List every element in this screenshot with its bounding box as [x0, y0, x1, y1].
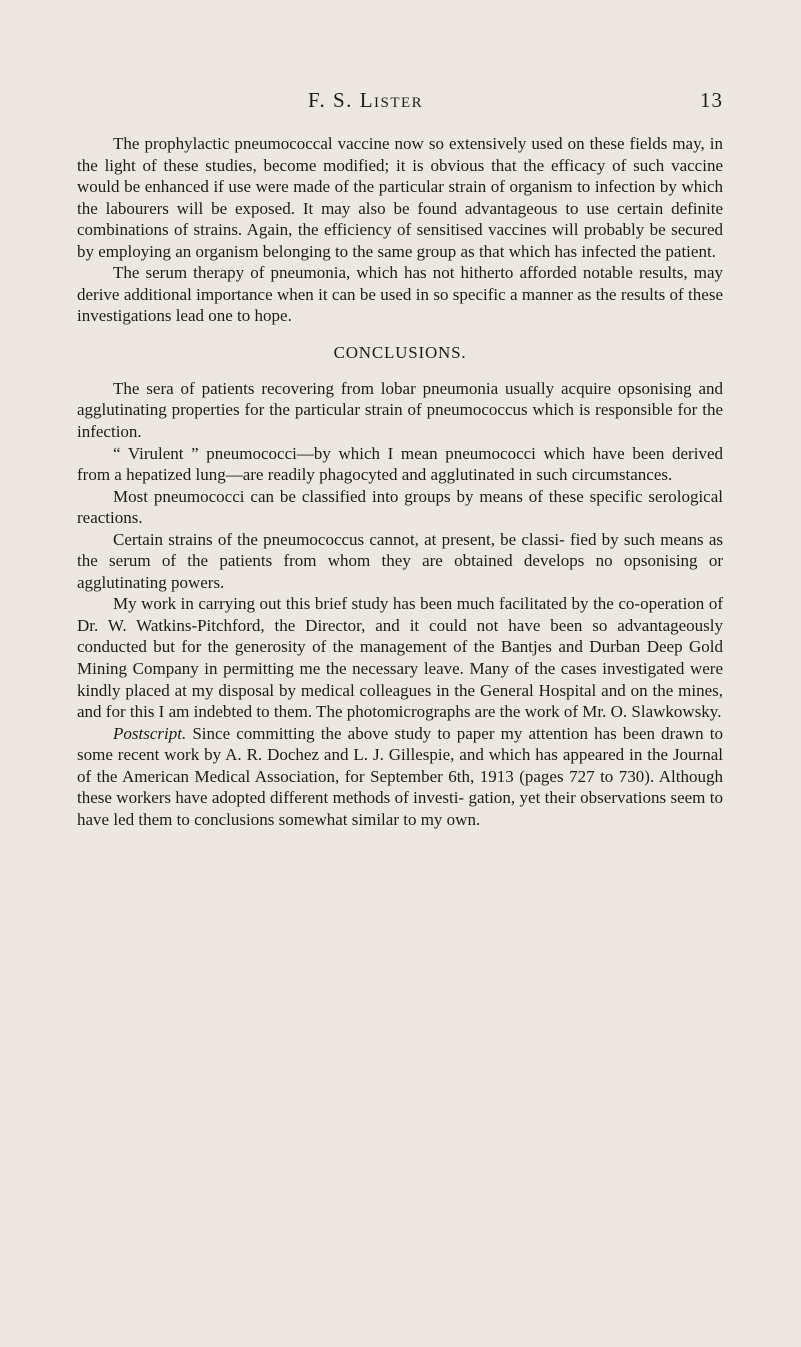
author-initials: F. S.: [308, 88, 360, 112]
paragraph: The sera of patients recovering from lobar pneumonia usually acquire opsonising and agglutinating properties for the particular strain of pneumococcus which is responsible for the infection.: [77, 378, 723, 442]
paragraph: “ Virulent ” pneumococci—by which I mean pneumococci which have been derived from a hepatized lung—are readily phagocyted and agglutinated in such circumstances.: [77, 443, 723, 485]
page-number: 13: [700, 88, 723, 112]
postscript-lead: Postscript.: [113, 723, 187, 743]
paragraph: Certain strains of the pneumococcus cannot, at present, be classi- fied by such means as the serum of the patients from whom they are obtained develops no opsonising or agglutinating powers.: [77, 529, 723, 592]
running-head: [308, 88, 423, 113]
postscript-text: Since committing the above study to paper my attention has been drawn to some recent work by A. R. Dochez and L. J. Gillespie, and which has appeared in the Journal of the American Medical Association, for September 6th, 1913 (pages 727 to 730). Although these workers have adopted different methods of investi- gation, yet their observations seem to have led them to conclusions somewhat similar to my own.: [77, 723, 723, 829]
section-heading: CONCLUSIONS.: [333, 342, 467, 362]
page-header: [77, 88, 723, 114]
paragraph: Most pneumococci can be classified into groups by means of these specific serological reactions.: [77, 486, 723, 528]
paragraph: The prophylactic pneumococcal vaccine now so extensively used on these fields may, in the light of these studies, become modified; it is obvious that the efficacy of such vaccine would be enhanced if use were made of the particular strain of organism to infection by which the labourers will be exposed. It may also be found advantageous to use certain definite combinations of strains. Again, the efficiency of sensitised vaccines will probably be secured by employing an organism belonging to the same group as that which has infected the patient.: [77, 134, 723, 261]
body-text: [77, 133, 723, 830]
paragraph: The serum therapy of pneumonia, which has not hitherto afforded notable results, may derive additional importance when it can be used in so specific a manner as the results of these investigations lead one to hope.: [77, 263, 723, 326]
paragraph: My work in carrying out this brief study has been much facilitated by the co-operation of Dr. W. Watkins-Pitchford, the Director, and it could not have been so advantageously conducted but for the generosity of the management of the Bantjes and Durban Deep Gold Mining Company in permitting me the necessary leave. Many of the cases investigated were kindly placed at my disposal by medical colleagues in the General Hospital and on the mines, and for this I am indebted to them. The photomicrographs are the work of Mr. O. Slawkowsky.: [77, 594, 723, 722]
document-page: [0, 88, 801, 1347]
postscript-paragraph: [77, 723, 723, 831]
author-surname: Lister: [359, 88, 424, 112]
